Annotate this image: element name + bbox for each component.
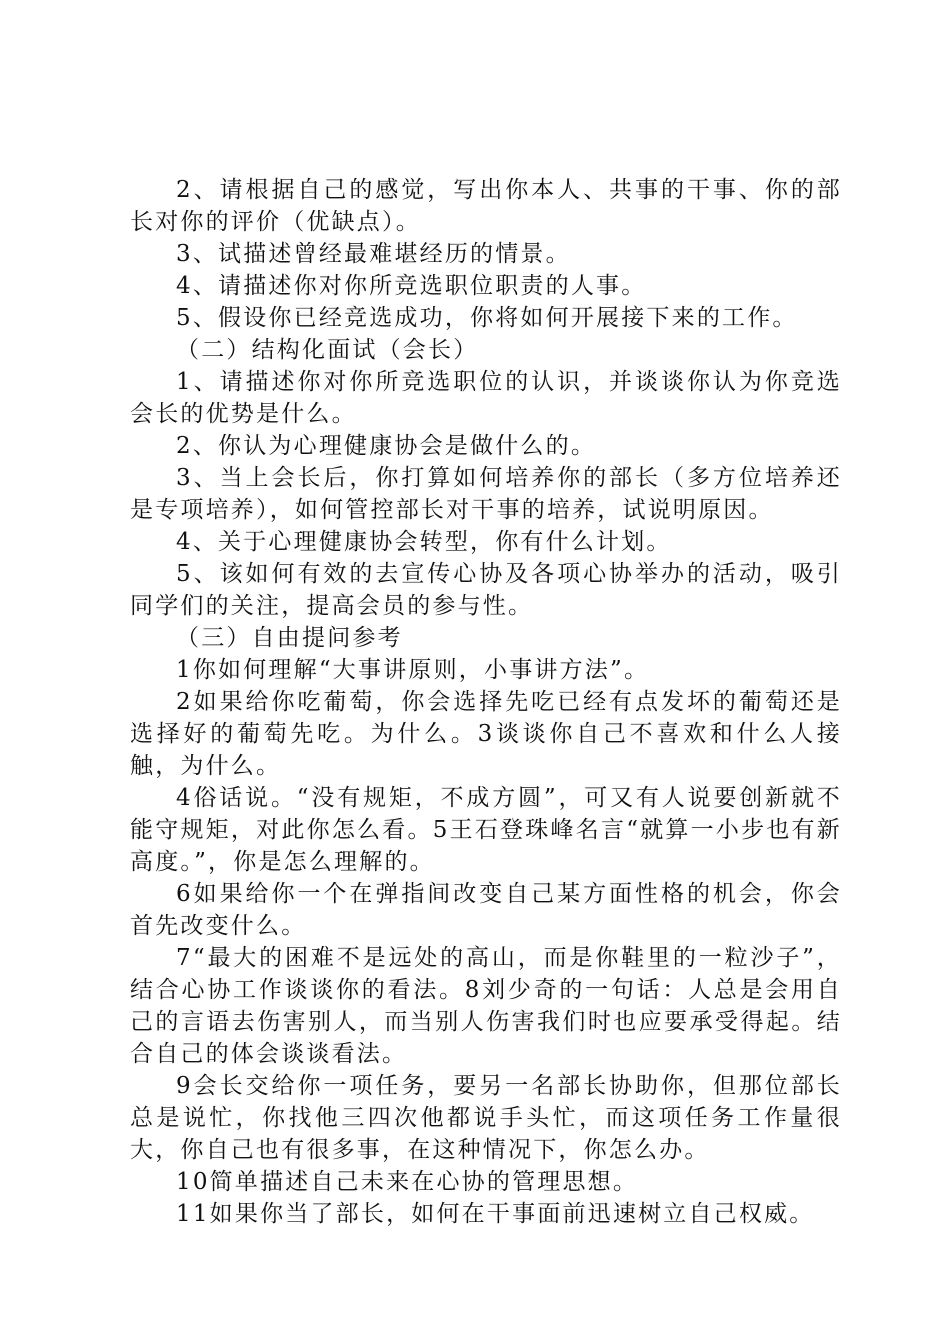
paragraph: 2、你认为心理健康协会是做什么的。 <box>176 433 597 459</box>
paragraph: 4、关于心理健康协会转型，你有什么计划。 <box>176 529 672 555</box>
paragraph: 6如果给你一个在弹指间改变自己某方面性格的机会，你会首先改变什么。 <box>130 881 842 939</box>
paragraph: 5、假设你已经竞选成功，你将如何开展接下来的工作。 <box>176 305 798 331</box>
paragraph: 2、请根据自己的感觉，写出你本人、共事的干事、你的部长对你的评价（优缺点）。 <box>130 177 842 235</box>
document-body <box>130 174 842 1230</box>
paragraph: 1、请描述你对你所竞选职位的认识，并谈谈你认为你竞选会长的优势是什么。 <box>130 369 842 427</box>
paragraph: 2如果给你吃葡萄，你会选择先吃已经有点发坏的葡萄还是选择好的葡萄先吃。为什么。3谈谈你自己不喜欢和什么人接触，为什么。 <box>130 689 842 779</box>
section-heading: （二）结构化面试（会长） <box>176 337 479 363</box>
paragraph: 4、请描述你对你所竞选职位职责的人事。 <box>176 273 647 299</box>
paragraph: 3、试描述曾经最难堪经历的情景。 <box>176 241 571 267</box>
paragraph: 1你如何理解“大事讲原则，小事讲方法”。 <box>176 657 650 683</box>
paragraph: 7“最大的困难不是远处的高山，而是你鞋里的一粒沙子”，结合心协工作谈谈你的看法。8刘少奇的一句话：人总是会用自己的言语去伤害别人，而当别人伤害我们时也应要承受得起。结合自己的体会谈谈看法。 <box>130 945 842 1067</box>
section-heading: （三）自由提问参考 <box>176 625 403 651</box>
paragraph: 10简单描述自己未来在心协的管理思想。 <box>176 1169 639 1195</box>
paragraph: 5、该如何有效的去宣传心协及各项心协举办的活动，吸引同学们的关注，提高会员的参与性。 <box>130 561 842 619</box>
paragraph: 9会长交给你一项任务，要另一名部长协助你，但那位部长总是说忙，你找他三四次他都说手头忙，而这项任务工作量很大，你自己也有很多事，在这种情况下，你怎么办。 <box>130 1073 842 1163</box>
paragraph: 3、当上会长后，你打算如何培养你的部长（多方位培养还是专项培养），如何管控部长对干事的培养，试说明原因。 <box>130 465 842 523</box>
paragraph: 4俗话说。“没有规矩，不成方圆”，可又有人说要创新就不能守规矩，对此你怎么看。5王石登珠峰名言“就算一小步也有新高度。”，你是怎么理解的。 <box>130 785 842 875</box>
paragraph: 11如果你当了部长，如何在干事面前迅速树立自己权威。 <box>176 1201 815 1227</box>
